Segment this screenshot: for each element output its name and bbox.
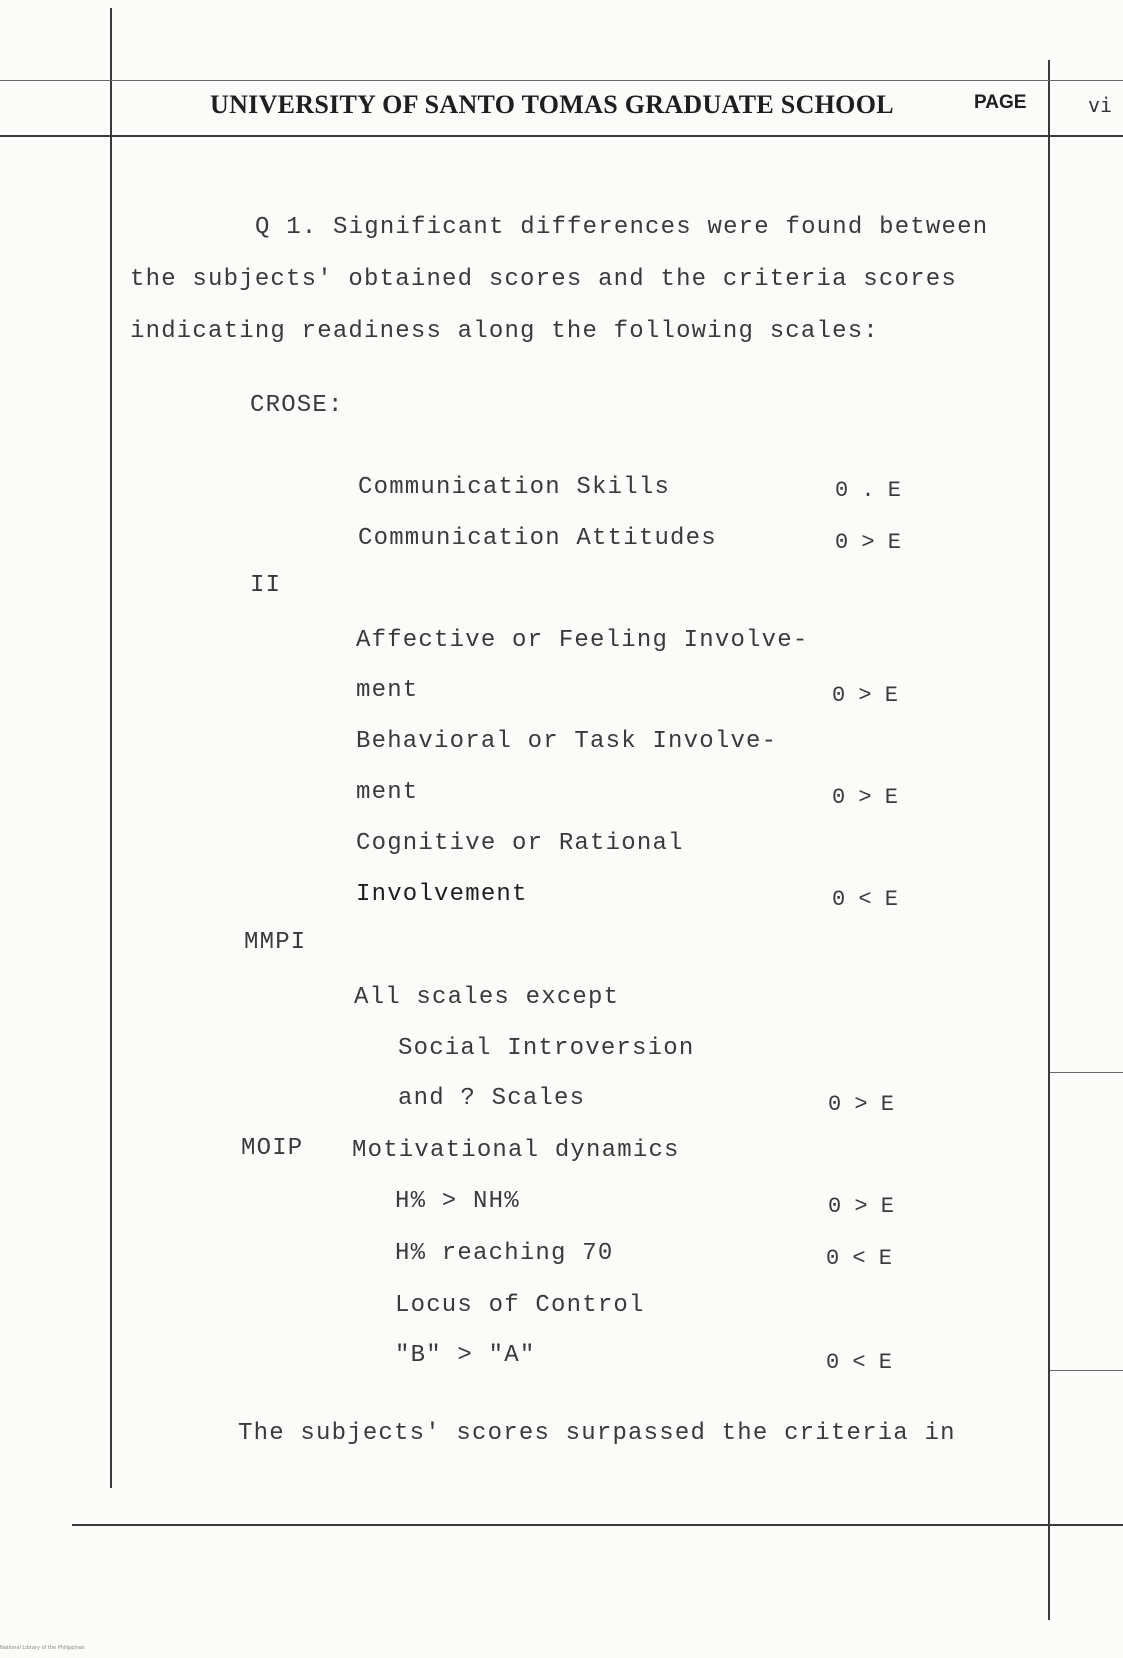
result-cognitive: 0 < E xyxy=(832,887,899,912)
university-header: UNIVERSITY OF SANTO TOMAS GRADUATE SCHOOL xyxy=(210,90,894,119)
result-affective: 0 > E xyxy=(832,683,899,708)
mmpi-line-3: and ? Scales xyxy=(398,1085,586,1112)
scale-behavioral-line-2: ment xyxy=(356,779,419,806)
section-label-crose: CROSE: xyxy=(250,392,344,419)
result-behavioral: 0 > E xyxy=(832,785,899,810)
closing-line: The subjects' scores surpassed the criteria in xyxy=(238,1420,956,1447)
result-h-reaching-70: 0 < E xyxy=(826,1246,893,1271)
scale-communication-skills: Communication Skills xyxy=(358,474,671,501)
footer-rule xyxy=(72,1524,1123,1526)
library-footer-note: National Library of the Philippines xyxy=(0,1645,85,1651)
moip-item-h-reaching-70: H% reaching 70 xyxy=(395,1240,614,1267)
page-number: vi xyxy=(1088,93,1113,117)
scale-cognitive-line-1: Cognitive or Rational xyxy=(356,830,684,857)
right-tick-rule-1 xyxy=(1050,1072,1123,1073)
intro-line-1: Q 1. Significant differences were found between xyxy=(255,214,989,241)
intro-line-3: indicating readiness along the following scales: xyxy=(130,318,879,345)
result-mmpi: 0 > E xyxy=(828,1092,895,1117)
moip-title: Motivational dynamics xyxy=(352,1137,680,1164)
result-h-vs-nh: 0 > E xyxy=(828,1194,895,1219)
mmpi-line-1: All scales except xyxy=(354,984,620,1011)
moip-item-h-vs-nh: H% > NH% xyxy=(395,1188,520,1215)
right-tick-rule-2 xyxy=(1050,1370,1123,1371)
section-label-ii: II xyxy=(250,572,282,599)
moip-locus-item: "B" > "A" xyxy=(395,1342,536,1369)
mmpi-line-2: Social Introversion xyxy=(398,1035,695,1062)
scale-cognitive-line-2: Involvement xyxy=(356,881,528,908)
scale-behavioral-line-1: Behavioral or Task Involve- xyxy=(356,728,778,755)
header-top-rule xyxy=(0,80,1123,81)
scale-affective-line-2: ment xyxy=(356,677,419,704)
result-communication-attitudes: 0 > E xyxy=(835,530,902,555)
section-label-moip: MOIP xyxy=(241,1135,304,1162)
left-margin-rule xyxy=(110,8,112,1488)
section-label-mmpi: MMPI xyxy=(244,929,307,956)
result-communication-skills: 0 . E xyxy=(835,478,902,503)
scale-affective-line-1: Affective or Feeling Involve- xyxy=(356,627,809,654)
intro-line-2: the subjects' obtained scores and the criteria scores xyxy=(130,266,957,293)
result-locus: 0 < E xyxy=(826,1350,893,1375)
header-bottom-rule xyxy=(0,135,1123,137)
page-label: PAGE xyxy=(974,92,1027,113)
scale-communication-attitudes: Communication Attitudes xyxy=(358,525,717,552)
right-margin-rule xyxy=(1048,60,1050,1620)
moip-locus-title: Locus of Control xyxy=(395,1292,645,1319)
